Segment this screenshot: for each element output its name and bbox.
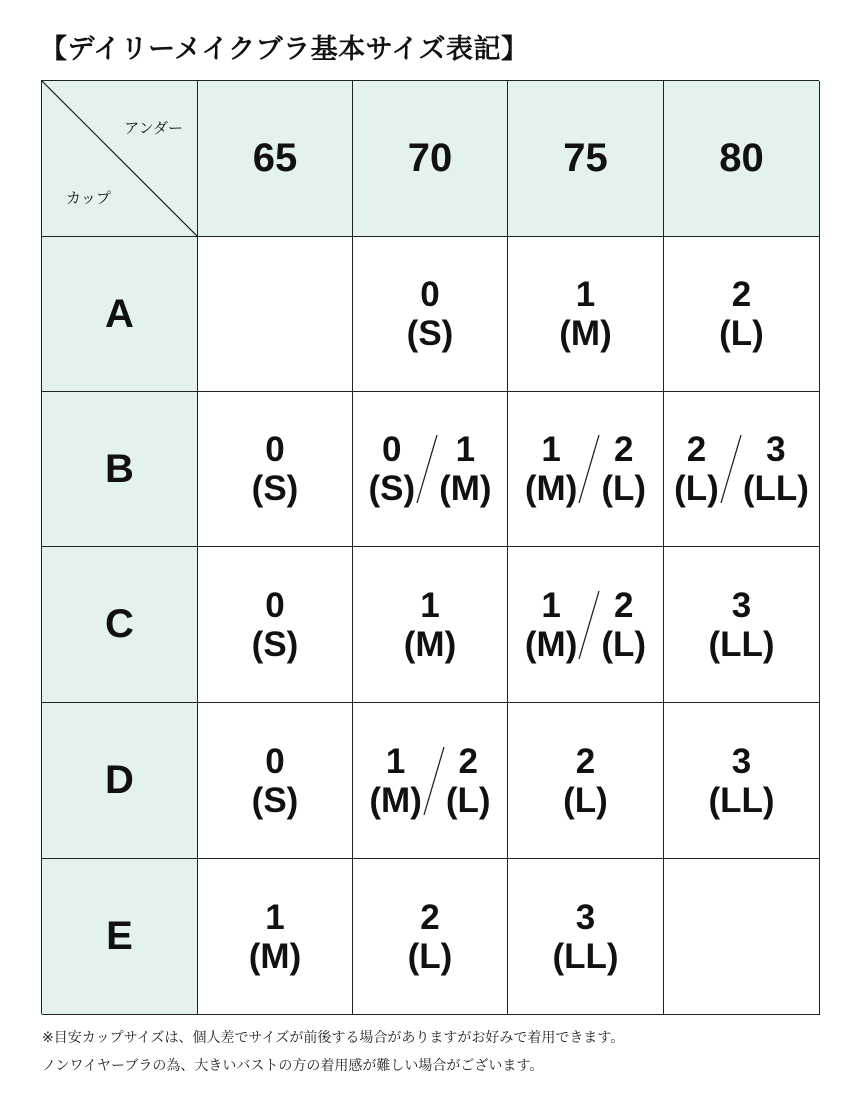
under-header-80: 80: [664, 81, 820, 237]
size-cell: [664, 703, 820, 859]
size-number: 2: [458, 741, 478, 781]
size-cell: [353, 547, 508, 703]
size-number: 0: [265, 741, 285, 781]
size-number: 1: [455, 430, 476, 469]
size-letter: (S): [406, 314, 454, 353]
size-entry: [601, 585, 647, 664]
size-letter: (L): [407, 936, 453, 976]
page-title: 【デイリーメイクブラ基本サイズ表記】: [40, 34, 529, 65]
cup-header-b: B: [42, 392, 198, 547]
size-letter: (S): [368, 469, 416, 508]
size-cell: [353, 392, 508, 547]
size-letter: (L): [601, 624, 647, 664]
cup-header-a: A: [42, 237, 198, 392]
size-entry: [251, 585, 299, 664]
size-number: 1: [420, 585, 440, 625]
size-entry: [368, 432, 415, 506]
size-entry: [708, 741, 775, 820]
slash-divider: [416, 434, 438, 504]
size-number: 1: [265, 897, 285, 937]
under-header-75: 75: [508, 81, 664, 237]
size-entry: [252, 432, 299, 506]
size-entry: [601, 432, 646, 506]
size-cell: [508, 859, 664, 1015]
size-entry: [743, 432, 809, 506]
size-letter: (LL): [708, 780, 775, 820]
size-letter: (LL): [552, 936, 619, 976]
size-number: 1: [541, 430, 561, 469]
size-cell: [198, 392, 353, 547]
size-number: 3: [731, 741, 752, 781]
cup-header-d: D: [42, 703, 198, 859]
size-number: 1: [385, 741, 406, 781]
under-header-70: 70: [353, 81, 508, 237]
size-letter: (M): [524, 469, 578, 508]
size-cell: [508, 392, 664, 547]
size-letter: (S): [251, 624, 299, 664]
cup-header-e: E: [42, 859, 198, 1015]
size-letter: (M): [403, 624, 457, 664]
size-letter: (L): [719, 314, 764, 353]
under-header-65: 65: [198, 81, 353, 237]
size-number: 0: [265, 430, 285, 469]
size-entry: [369, 741, 422, 820]
size-entry: [719, 277, 764, 351]
diagonal-divider: [42, 81, 197, 236]
footnote-1: ※目安カップサイズは、個人差でサイズが前後する場合がありますがお好みで着用できます。: [42, 1030, 625, 1046]
under-band-label: アンダー: [124, 119, 183, 137]
size-number: 1: [575, 275, 596, 314]
size-letter: (M): [369, 780, 422, 820]
size-letter: (M): [524, 624, 578, 664]
size-letter: (LL): [708, 624, 775, 664]
size-letter: (M): [248, 936, 302, 976]
size-entry: [407, 277, 454, 351]
size-number: 2: [613, 430, 634, 469]
size-cell: [508, 547, 664, 703]
size-entry: [248, 897, 302, 976]
size-letter: (L): [601, 469, 647, 508]
size-letter: (M): [439, 469, 492, 508]
size-letter: (S): [251, 780, 299, 820]
slash-divider: [578, 590, 600, 660]
size-number: 3: [575, 897, 596, 937]
slash-divider: [720, 434, 742, 504]
size-entry: [674, 432, 719, 506]
size-entry: [524, 585, 578, 664]
size-letter: (LL): [742, 469, 809, 508]
size-number: 3: [766, 430, 786, 469]
size-number: 2: [575, 741, 596, 781]
size-cell: [664, 237, 820, 392]
size-entry: [251, 741, 299, 820]
size-letter: (S): [251, 469, 299, 508]
size-number: 2: [686, 430, 707, 469]
size-letter: (M): [559, 314, 612, 353]
size-letter: (L): [563, 780, 608, 820]
size-entry: [445, 741, 491, 820]
size-cell: [353, 859, 508, 1015]
size-cell: [508, 703, 664, 859]
size-entry: [708, 585, 775, 664]
size-cell: [353, 703, 508, 859]
size-entry: [563, 741, 608, 820]
size-cell: [664, 392, 820, 547]
size-number: 0: [265, 585, 285, 625]
size-letter: (L): [445, 780, 491, 820]
size-cell: [198, 859, 353, 1015]
size-entry: [552, 897, 619, 976]
size-cell: [664, 547, 820, 703]
corner-header-cell: [42, 81, 198, 237]
size-cell: [508, 237, 664, 392]
size-entry: [407, 897, 453, 976]
size-chart-table: [41, 80, 819, 1014]
size-number: 3: [731, 585, 752, 625]
size-entry: [439, 432, 491, 506]
size-cell: [198, 237, 353, 392]
size-number: 1: [541, 585, 561, 625]
size-cell: [664, 859, 820, 1015]
slash-divider: [423, 746, 445, 816]
size-number: 2: [420, 897, 440, 937]
size-number: 2: [731, 275, 752, 314]
size-entry: [403, 585, 457, 664]
footnote-2: ノンワイヤーブラの為、大きいバストの方の着用感が難しい場合がございます。: [42, 1058, 544, 1074]
slash-divider: [578, 434, 600, 504]
size-entry: [525, 432, 577, 506]
cup-label: カップ: [66, 189, 111, 207]
cup-header-c: C: [42, 547, 198, 703]
size-cell: [353, 237, 508, 392]
size-letter: (L): [674, 469, 719, 508]
size-cell: [198, 547, 353, 703]
size-entry: [559, 277, 611, 351]
size-cell: [198, 703, 353, 859]
size-number: 0: [420, 275, 440, 314]
size-number: 0: [382, 430, 402, 469]
size-number: 2: [613, 585, 634, 625]
